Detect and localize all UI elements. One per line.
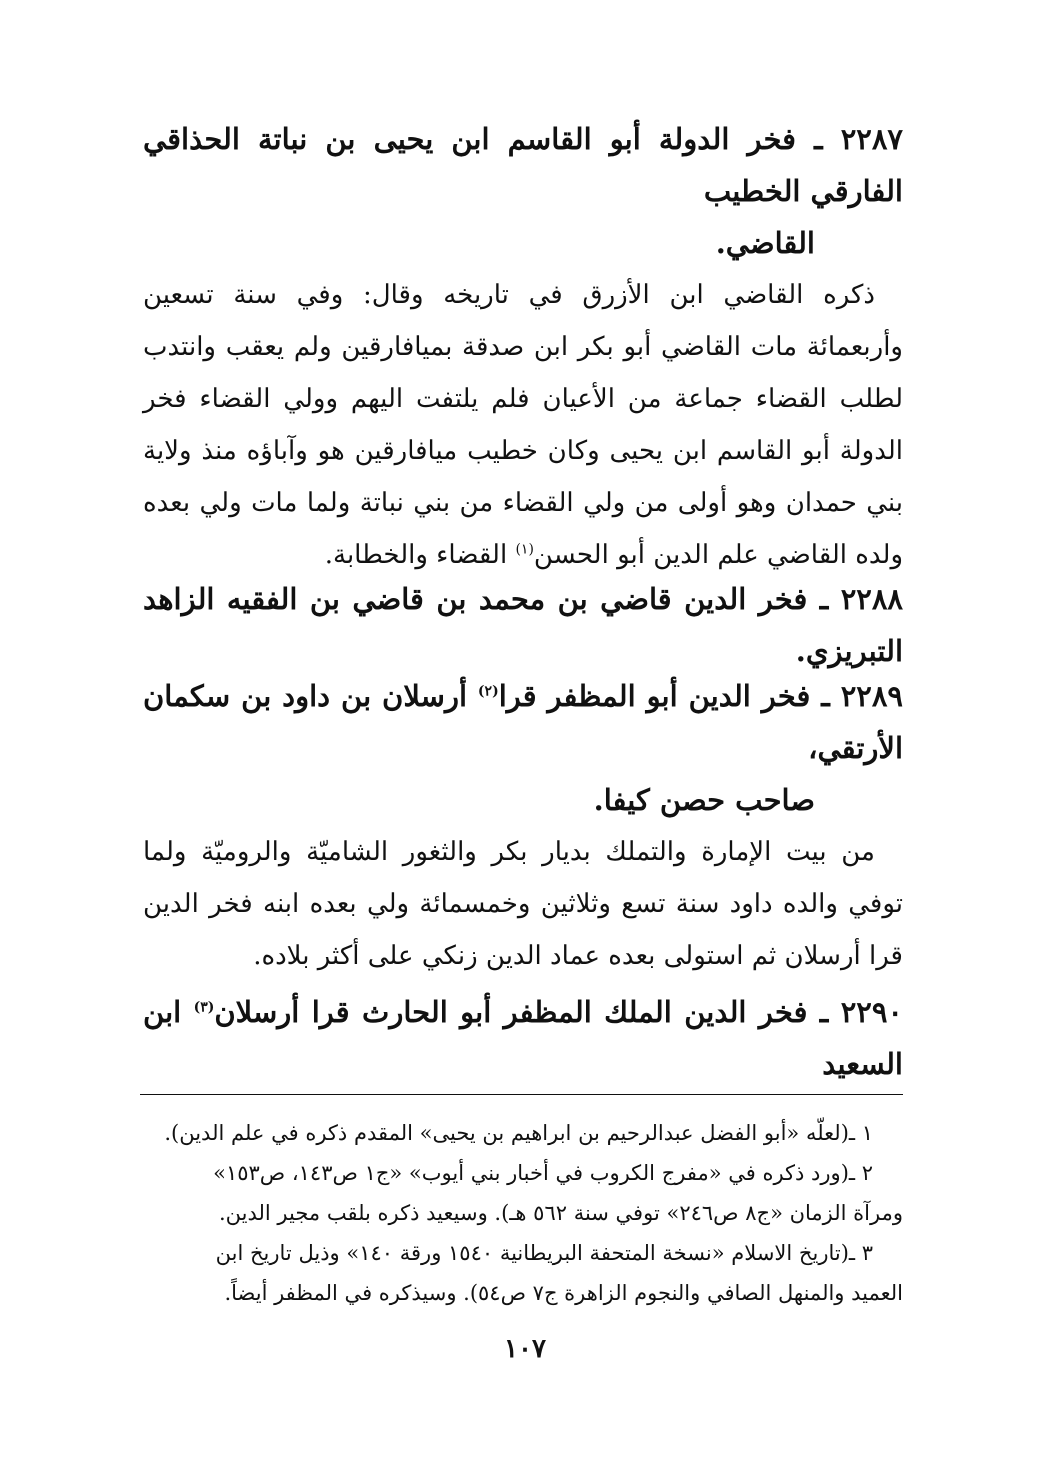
entry-heading-text: أرسلان بن داود بن سكمان الأرتقي،	[143, 679, 903, 765]
entry-body	[143, 269, 903, 581]
entry-2287	[143, 113, 903, 581]
footnotes	[143, 1113, 903, 1313]
footnote-3: ٣ ـ(تاريخ الاسلام «نسخة المتحفة البريطانية ١٥٤٠ ورقة ١٤٠» وذيل تاريخ ابن	[215, 1241, 873, 1265]
entry-heading-line: ٢٢٨٧ ـ فخر الدولة أبو القاسم ابن يحيى بن نباتة الحذاقي الفارقي الخطيب	[143, 122, 903, 208]
entry-body-text: القضاء والخطابة.	[324, 540, 516, 570]
footnote-mark: (٣)	[193, 999, 215, 1016]
entry-heading: ٢٢٨٨ ـ فخر الدين قاضي بن محمد بن قاضي بن الفقيه الزاهد التبريزي.	[143, 582, 903, 668]
footnote-3-continuation: العميد والمنهل الصافي والنجوم الزاهرة ج٧ ص٥٤). وسيذكره في المظفر أيضاً.	[224, 1281, 903, 1305]
entry-body-text: ذكره القاضي ابن الأزرق في تاريخه وقال: وفي سنة تسعين وأربعمائة مات القاضي أبو بكر ابن صدقة بميافارقين ولم يعقب وانتدب لطلب القضاء جماعة من الأعيان فلم يلتفت اليهم وولي القضاء فخر الدولة أبو القاسم ابن يحيى وكان خطيب ميافارقين هو وآباؤه منذ ولاية بني حمدان وهو أولى من ولي القضاء من بني نباتة ولما مات ولي بعده ولده القاضي علم الدين أبو الحسن	[143, 280, 903, 570]
entry-heading	[143, 670, 903, 826]
entry-heading-line: صاحب حصن كيفا.	[593, 783, 815, 817]
footnote-2-continuation: ومرآة الزمان «ج٨ ص٢٤٦» توفي سنة ٥٦٢ هـ). وسيعيد ذكره بلقب مجير الدين.	[218, 1201, 903, 1225]
entry-2289	[143, 670, 903, 982]
entry-2288	[143, 573, 903, 677]
entry-heading-text: ٢٢٨٩ ـ فخر الدين أبو المظفر قرا	[498, 679, 903, 713]
footnote-1: ١ ـ(لعلّه «أبو الفضل عبدالرحيم بن ابراهيم بن يحيى» المقدم ذكره في علم الدين).	[164, 1121, 873, 1145]
page-number: ١٠٧	[504, 1334, 546, 1364]
footnote-divider	[140, 1094, 903, 1095]
footnote-mark: (١)	[515, 541, 534, 558]
entry-heading-line	[143, 670, 903, 774]
entry-body-text: من بيت الإمارة والتملك بديار بكر والثغور الشاميّة والروميّة ولما توفي والده داود سنة تسع وثلاثين وخمسمائة ولي بعده ابنه فخر الدين قرا أرسلان ثم استولى بعده عماد الدين زنكي على أكثر بلاده.	[143, 837, 903, 971]
entry-heading	[143, 986, 903, 1090]
footnote-mark: (٢)	[477, 683, 499, 700]
entry-2290	[143, 986, 903, 1090]
entry-heading	[143, 113, 903, 269]
entry-heading-text: ٢٢٩٠ ـ فخر الدين الملك المظفر أبو الحارث قرا أرسلان	[214, 995, 903, 1029]
entry-heading-line: القاضي.	[715, 226, 815, 260]
entry-heading-text: ابن السعيد	[143, 995, 903, 1081]
footnote-2: ٢ ـ(ورد ذكره في «مفرج الكروب في أخبار بني أيوب» «ج١ ص١٤٣، ص١٥٣»	[213, 1161, 873, 1185]
entry-body	[143, 826, 903, 982]
